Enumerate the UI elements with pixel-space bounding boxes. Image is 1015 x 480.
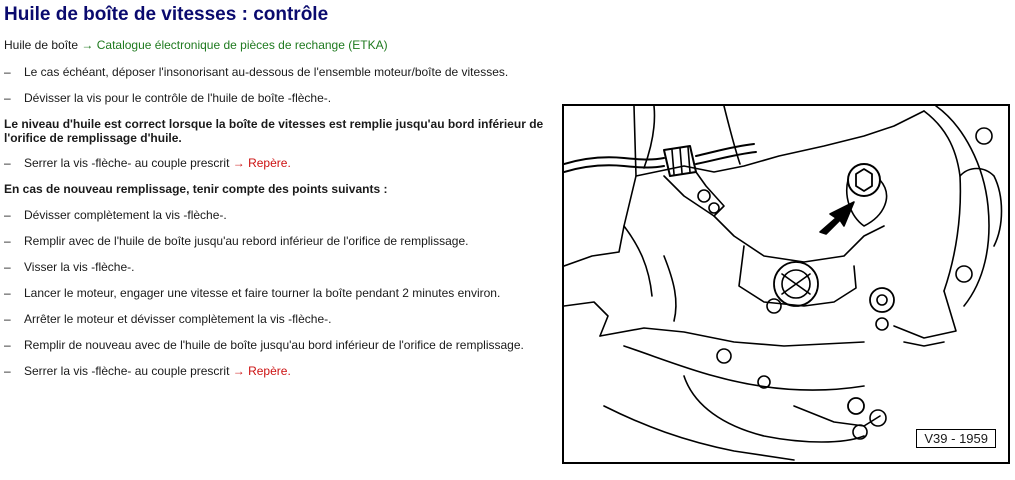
- step-text: Lancer le moteur, engager une vitesse et faire tourner la boîte pendant 2 minutes environ.: [24, 286, 501, 300]
- step-text: Arrêter le moteur et dévisser complètement la vis -flèche-.: [24, 312, 332, 326]
- repere-link[interactable]: → Repère.: [232, 364, 291, 378]
- step-text: Dévisser complètement la vis -flèche-.: [24, 208, 227, 222]
- etka-link[interactable]: → Catalogue électronique de pièces de rechange (ETKA): [81, 38, 388, 52]
- bullet-dash: –: [4, 208, 11, 222]
- page-title: Huile de boîte de vitesses : contrôle: [4, 4, 329, 25]
- bullet-dash: –: [4, 338, 11, 352]
- step-text: Remplir avec de l'huile de boîte jusqu'au rebord inférieur de l'orifice de remplissage.: [24, 234, 469, 248]
- step-text: Visser la vis -flèche-.: [24, 260, 135, 274]
- oil-level-note: Le niveau d'huile est correct lorsque la boîte de vitesses est remplie jusqu'au bord inférieur de l'orifice de remplissage d'huile.: [4, 117, 544, 145]
- bullet-dash: –: [4, 65, 11, 79]
- gearbox-drawing: [564, 106, 1008, 462]
- bullet-dash: –: [4, 364, 11, 378]
- step-text: Remplir de nouveau avec de l'huile de boîte jusqu'au bord inférieur de l'orifice de remplissage.: [24, 338, 524, 352]
- bullet-dash: –: [4, 234, 11, 248]
- step-text: [24, 156, 291, 170]
- step-text: [24, 364, 291, 378]
- bullet-dash: –: [4, 286, 11, 300]
- step-b-text: Serrer la vis -flèche- au couple prescrit: [24, 156, 233, 170]
- repere-link[interactable]: → Repère.: [232, 156, 291, 170]
- bullet-dash: –: [4, 91, 11, 105]
- step-d-text: Serrer la vis -flèche- au couple prescrit: [24, 364, 233, 378]
- gearbox-illustration: [562, 104, 1010, 464]
- intro-text: Huile de boîte: [4, 38, 82, 52]
- bullet-dash: –: [4, 156, 11, 170]
- step-text: Le cas échéant, déposer l'insonorisant au-dessous de l'ensemble moteur/boîte de vitesses.: [24, 65, 509, 79]
- figure-reference-label: V39 - 1959: [916, 429, 996, 448]
- refill-heading: En cas de nouveau remplissage, tenir compte des points suivants :: [4, 182, 388, 196]
- bullet-dash: –: [4, 260, 11, 274]
- step-text: Dévisser la vis pour le contrôle de l'huile de boîte -flèche-.: [24, 91, 332, 105]
- intro-line: [4, 38, 388, 52]
- bullet-dash: –: [4, 312, 11, 326]
